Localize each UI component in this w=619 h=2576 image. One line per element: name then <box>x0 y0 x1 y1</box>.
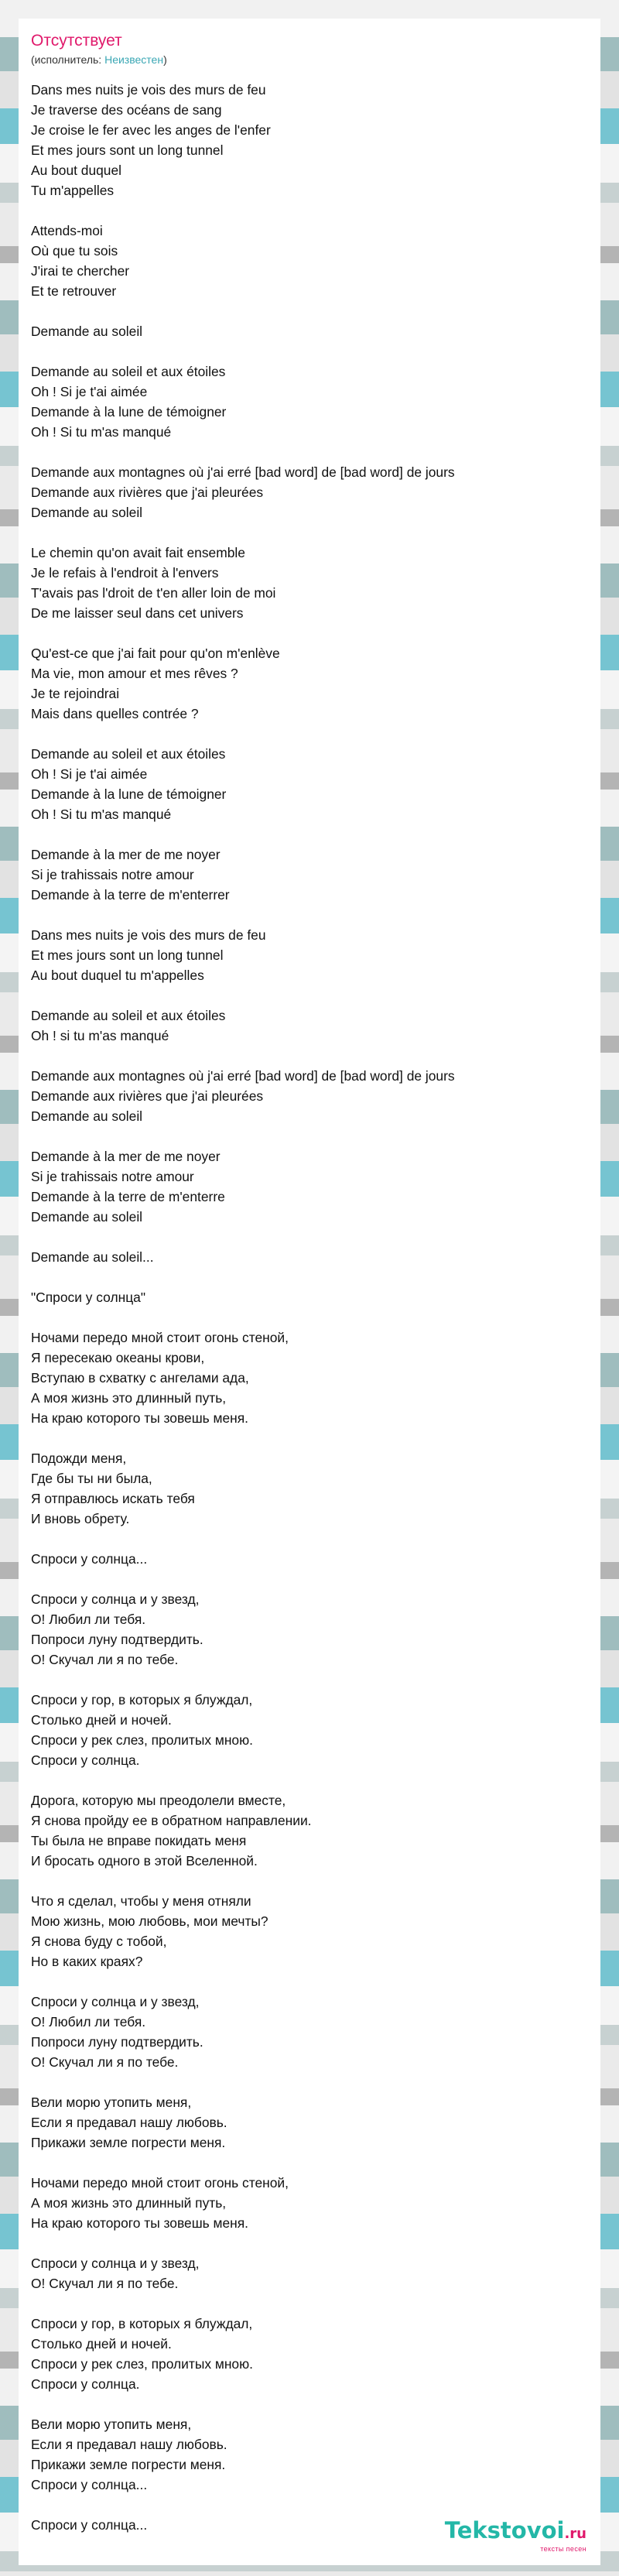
artist-line <box>31 53 588 67</box>
logo-name: Tekstovoi <box>444 2517 565 2543</box>
site-logo[interactable] <box>445 2519 587 2553</box>
logo-tagline: тексты песен <box>540 2545 587 2553</box>
lyrics-text: Dans mes nuits je vois des murs de feu Je traverse des océans de sang Je croise le fer avec les anges de l'enfer Et mes jours sont un long tunnel Au bout duquel Tu m'appelles Attends-moi Où que tu sois J'irai te chercher Et te retrouver Demande au soleil Demande au soleil et aux étoiles Oh ! Si je t'ai aimée Demande à la lune de témoigner Oh ! Si tu m'as manqué Demande aux montagnes où j'ai erré [bad word] de [bad word] de jours Demande aux rivières que j'ai pleurées Demande au soleil Le chemin qu'on avait fait ensemble Je le refais à l'endroit à l'envers T'avais pas l'droit de t'en aller loin de moi De me laisser seul dans cet univers Qu'est-ce que j'ai fait pour qu'on m'enlève Ma vie, mon amour et mes rêves ? Je te rejoindrai Mais dans quelles contrée ? Demande au soleil et aux étoiles Oh ! Si je t'ai aimée Demande à la lune de témoigner Oh ! Si tu m'as manqué Demande à la mer de me noyer Si je trahissais notre amour Demande à la terre de m'enterrer Dans mes nuits je vois des murs de feu Et mes jours sont un long tunnel Au bout duquel tu m'appelles Demande au soleil et aux étoiles Oh ! si tu m'as manqué Demande aux montagnes où j'ai erré [bad word] de [bad word] de jours Demande aux rivières que j'ai pleurées Demande au soleil Demande à la mer de me noyer Si je trahissais notre amour Demande à la terre de m'enterre Demande au soleil Demande au soleil... "Спроси у солнца" Ночами передо мной стоит огонь стеной, Я пересекаю океаны крови, Вступаю в схватку с ангелами ада, А моя жизнь это длинный путь, На краю которого ты зовешь меня. Подожди меня, Где бы ты ни была, Я отправлюсь искать тебя И вновь обрету. Спроси у солнца... Спроси у солнца и у звезд, О! Любил ли тебя. Попроси луну подтвердить. О! Скучал ли я по тебе. Спроси у гор, в которых я блуждал, Столько дней и ночей. Спроси у рек слез, пролитых мною. Спроси у солнца. Дорога, которую мы преодолели вместе, Я снова пройду ее в обратном направлении. Ты была не вправе покидать меня И бросать одного в этой Вселенной. Что я сделал, чтобы у меня отняли Мою жизнь, мою любовь, мои мечты? Я снова буду с тобой, Но в каких краях? Спроси у солнца и у звезд, О! Любил ли тебя. Попроси луну подтвердить. О! Скучал ли я по тебе. Вели морю утопить меня, Если я предавал нашу любовь. Прикажи земле погрести меня. Ночами передо мной стоит огонь стеной, А моя жизнь это длинный путь, На краю которого ты зовешь меня. Спроси у солнца и у звезд, О! Скучал ли я по тебе. Спроси у гор, в которых я блуждал, Столько дней и ночей. Спроси у рек слез, пролитых мною. Спроси у солнца. Вели морю утопить меня, Если я предавал нашу любовь. Прикажи земле погрести меня. Спроси у солнца... Спроси у солнца... <box>31 82 455 2533</box>
song-title: Отсутствует <box>31 32 122 50</box>
artist-prefix: (исполнитель: <box>31 53 105 66</box>
artist-suffix: ) <box>163 53 167 66</box>
artist-link[interactable]: Неизвестен <box>104 53 164 66</box>
lyrics-card <box>19 19 600 2565</box>
logo-wordmark <box>445 2519 587 2546</box>
song-header <box>19 19 600 67</box>
logo-tld: .ru <box>564 2526 587 2542</box>
